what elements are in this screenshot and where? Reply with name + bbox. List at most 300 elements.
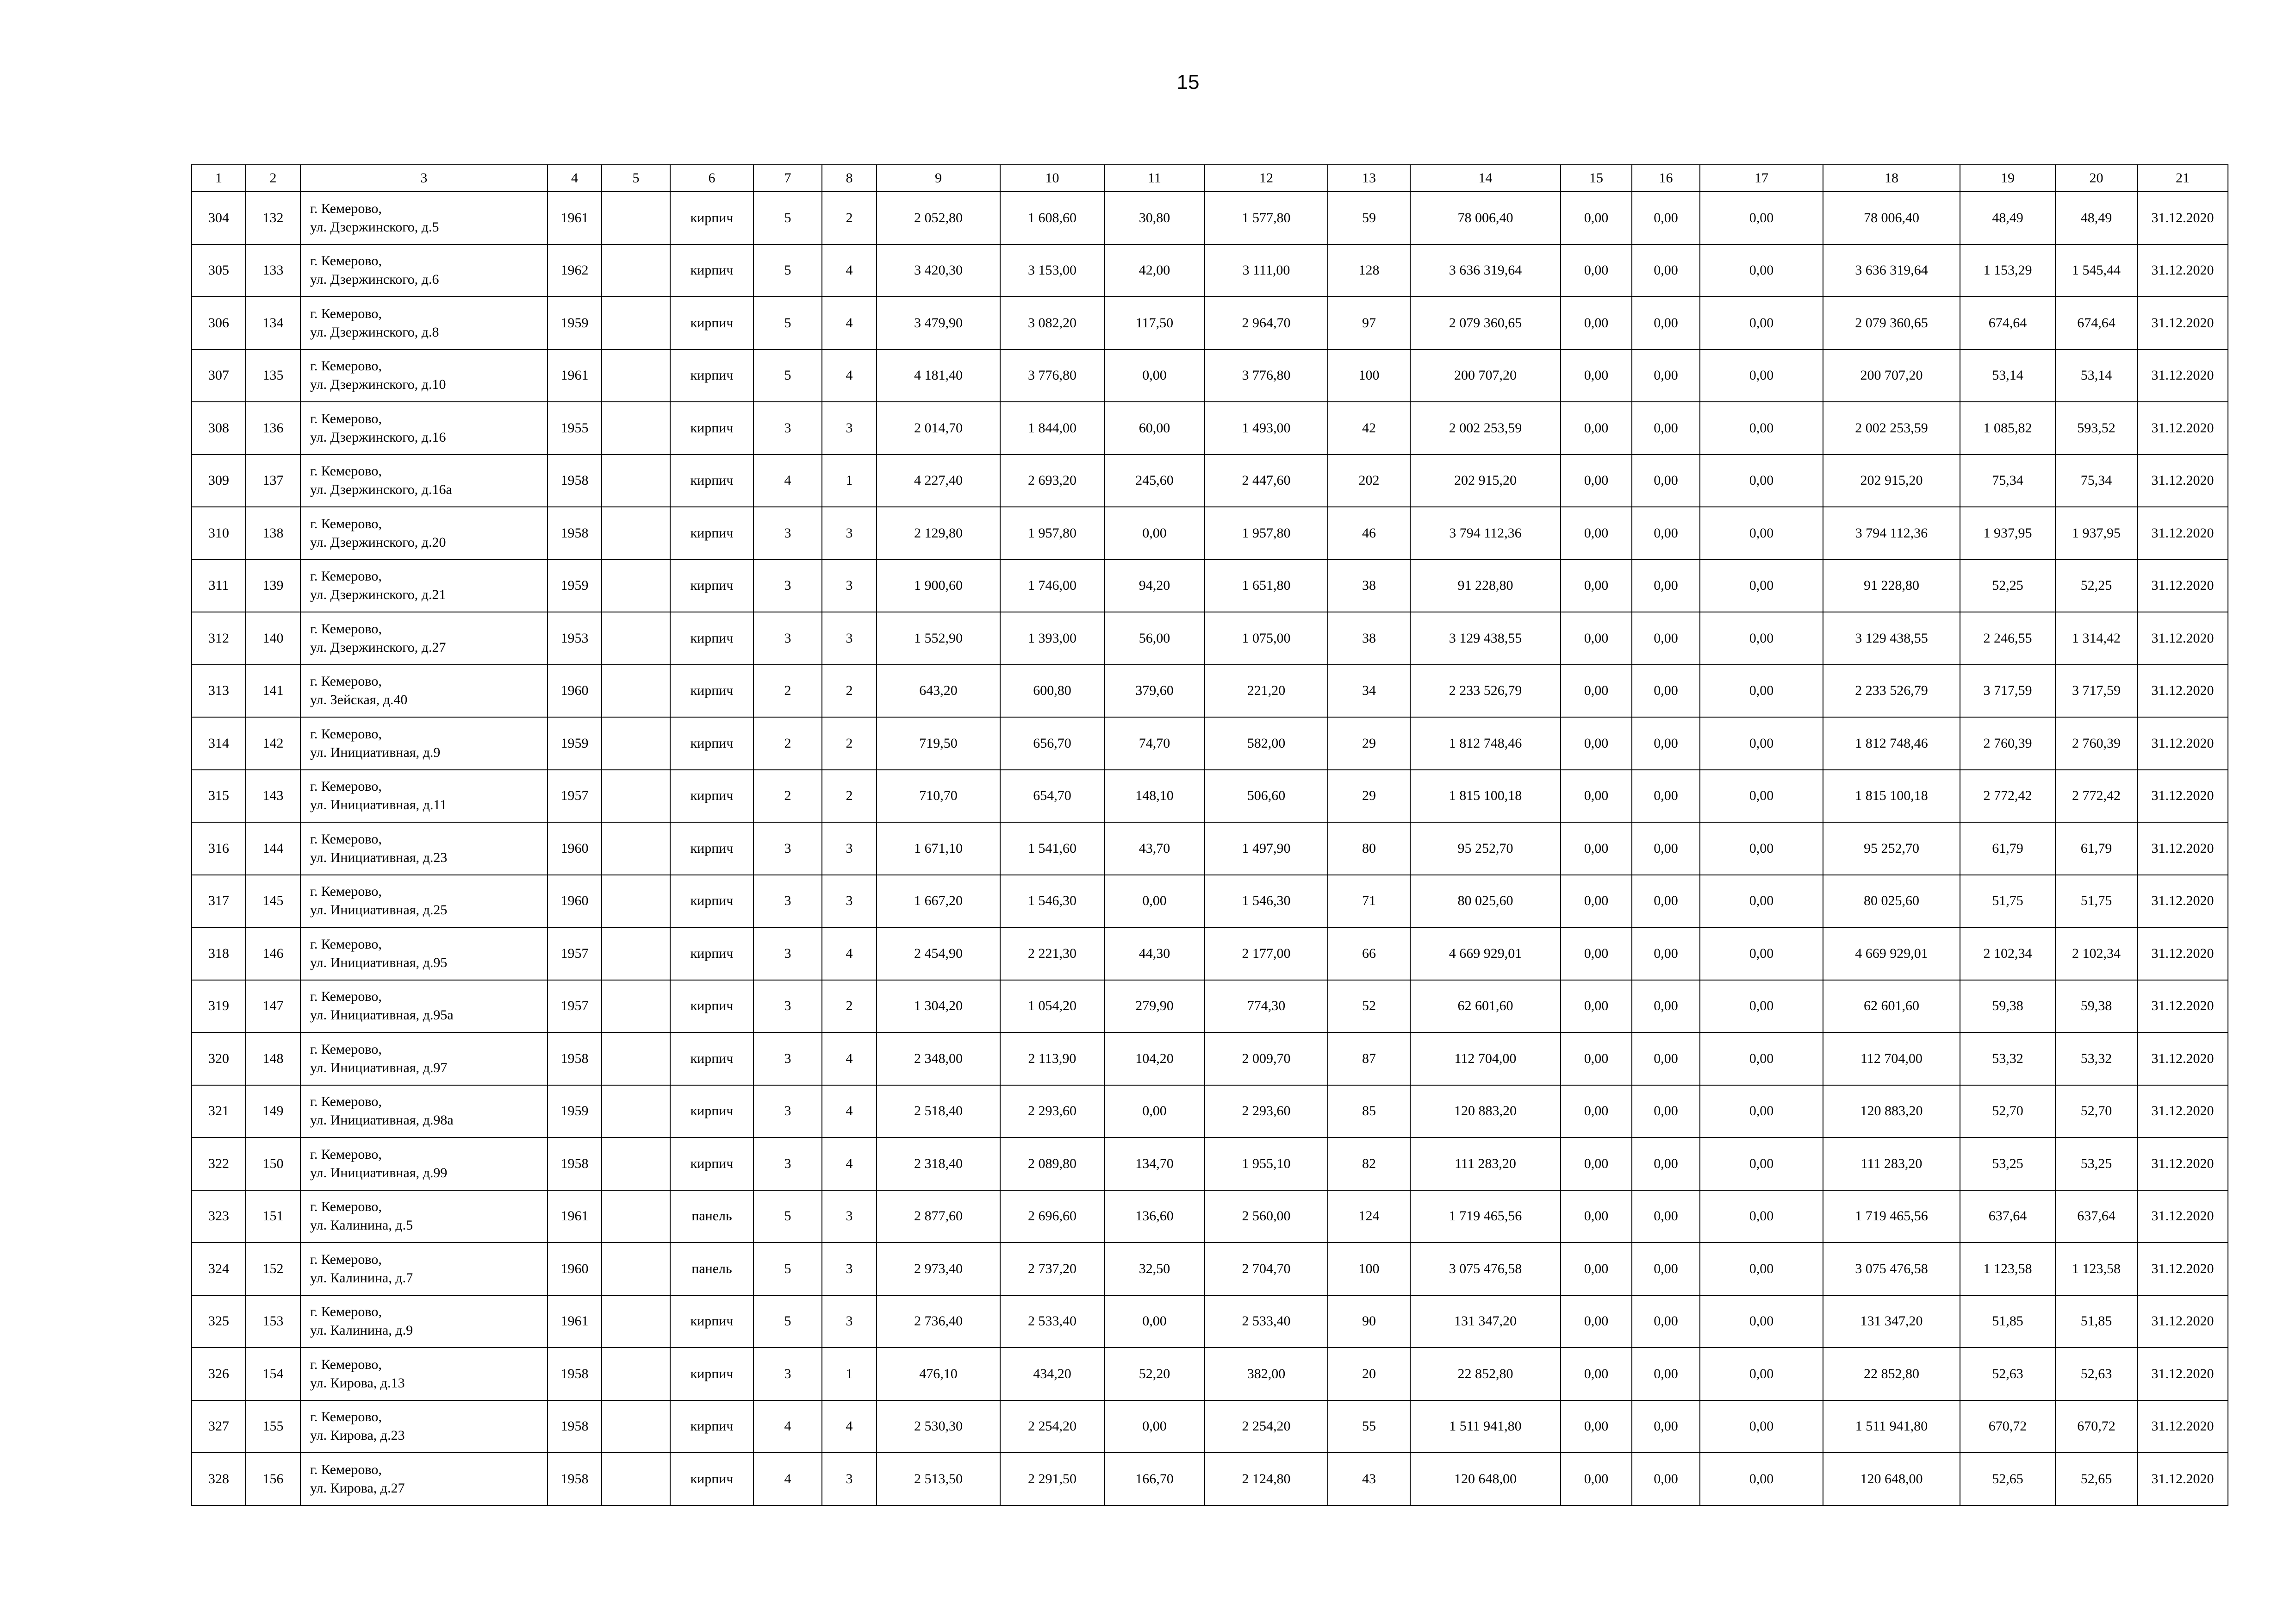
cell-col-14: 1 511 941,80: [1410, 1400, 1561, 1453]
cell-col-2: 156: [246, 1453, 300, 1505]
column-header-7: 7: [753, 165, 822, 192]
address-street: ул. Дзержинского, д.10: [310, 377, 446, 393]
cell-col-14: 112 704,00: [1410, 1032, 1561, 1085]
table-row: [192, 192, 2228, 244]
cell-col-9: 719,50: [877, 717, 1000, 770]
cell-col-5: [602, 612, 670, 665]
cell-col-2: 144: [246, 822, 300, 875]
table-row: [192, 927, 2228, 980]
table-row: [192, 297, 2228, 350]
cell-col-6: кирпич: [670, 1295, 753, 1348]
cell-col-13: 90: [1328, 1295, 1410, 1348]
cell-col-10: 434,20: [1000, 1348, 1104, 1400]
cell-col-13: 42: [1328, 402, 1410, 455]
cell-col-16: 0,00: [1632, 717, 1700, 770]
cell-col-10: 2 696,60: [1000, 1190, 1104, 1243]
cell-col-5: [602, 822, 670, 875]
cell-col-10: 2 254,20: [1000, 1400, 1104, 1453]
cell-col-4: 1960: [548, 665, 602, 718]
cell-col-19: 2 246,55: [1960, 612, 2055, 665]
cell-col-21: 31.12.2020: [2137, 1137, 2228, 1190]
address-cell: [300, 402, 548, 455]
cell-col-19: 52,70: [1960, 1085, 2055, 1138]
cell-col-18: 3 129 438,55: [1823, 612, 1960, 665]
column-header-17: 17: [1700, 165, 1823, 192]
cell-col-1: 322: [192, 1137, 246, 1190]
table-row: [192, 822, 2228, 875]
address-street: ул. Калинина, д.5: [310, 1218, 413, 1233]
cell-col-18: 1 511 941,80: [1823, 1400, 1960, 1453]
cell-col-14: 111 283,20: [1410, 1137, 1561, 1190]
cell-col-10: 3 776,80: [1000, 350, 1104, 402]
cell-col-19: 52,63: [1960, 1348, 2055, 1400]
cell-col-2: 154: [246, 1348, 300, 1400]
cell-col-18: 3 794 112,36: [1823, 507, 1960, 560]
cell-col-1: 326: [192, 1348, 246, 1400]
cell-col-11: 44,30: [1104, 927, 1205, 980]
cell-col-6: кирпич: [670, 507, 753, 560]
cell-col-2: 137: [246, 455, 300, 507]
cell-col-10: 1 393,00: [1000, 612, 1104, 665]
cell-col-11: 134,70: [1104, 1137, 1205, 1190]
cell-col-6: кирпич: [670, 1085, 753, 1138]
address-cell: [300, 507, 548, 560]
cell-col-6: кирпич: [670, 455, 753, 507]
cell-col-14: 2 233 526,79: [1410, 665, 1561, 718]
cell-col-20: 53,32: [2055, 1032, 2137, 1085]
address-cell: [300, 560, 548, 612]
cell-col-13: 82: [1328, 1137, 1410, 1190]
table-row: [192, 665, 2228, 718]
cell-col-11: 136,60: [1104, 1190, 1205, 1243]
cell-col-19: 59,38: [1960, 980, 2055, 1033]
cell-col-7: 3: [753, 980, 822, 1033]
column-header-19: 19: [1960, 165, 2055, 192]
cell-col-19: 51,85: [1960, 1295, 2055, 1348]
cell-col-18: 120 648,00: [1823, 1453, 1960, 1505]
cell-col-21: 31.12.2020: [2137, 507, 2228, 560]
column-header-14: 14: [1410, 165, 1561, 192]
cell-col-1: 317: [192, 875, 246, 928]
cell-col-8: 2: [822, 665, 877, 718]
column-header-12: 12: [1205, 165, 1328, 192]
cell-col-16: 0,00: [1632, 1400, 1700, 1453]
table-row: [192, 402, 2228, 455]
cell-col-11: 148,10: [1104, 770, 1205, 823]
cell-col-18: 112 704,00: [1823, 1032, 1960, 1085]
cell-col-1: 313: [192, 665, 246, 718]
cell-col-21: 31.12.2020: [2137, 875, 2228, 928]
address-street: ул. Дзержинского, д.20: [310, 534, 446, 550]
cell-col-9: 1 552,90: [877, 612, 1000, 665]
cell-col-10: 1 546,30: [1000, 875, 1104, 928]
cell-col-7: 4: [753, 455, 822, 507]
address-street: ул. Калинина, д.9: [310, 1323, 413, 1338]
cell-col-13: 202: [1328, 455, 1410, 507]
cell-col-11: 43,70: [1104, 822, 1205, 875]
cell-col-12: 774,30: [1205, 980, 1328, 1033]
cell-col-11: 0,00: [1104, 1085, 1205, 1138]
cell-col-8: 3: [822, 1295, 877, 1348]
cell-col-11: 74,70: [1104, 717, 1205, 770]
cell-col-5: [602, 350, 670, 402]
cell-col-2: 140: [246, 612, 300, 665]
cell-col-9: 4 227,40: [877, 455, 1000, 507]
cell-col-8: 2: [822, 980, 877, 1033]
cell-col-4: 1958: [548, 1032, 602, 1085]
cell-col-1: 307: [192, 350, 246, 402]
cell-col-21: 31.12.2020: [2137, 1190, 2228, 1243]
cell-col-18: 200 707,20: [1823, 350, 1960, 402]
cell-col-17: 0,00: [1700, 192, 1823, 244]
cell-col-18: 2 002 253,59: [1823, 402, 1960, 455]
cell-col-15: 0,00: [1561, 1032, 1632, 1085]
cell-col-19: 61,79: [1960, 822, 2055, 875]
cell-col-18: 111 283,20: [1823, 1137, 1960, 1190]
address-cell: [300, 1400, 548, 1453]
cell-col-21: 31.12.2020: [2137, 192, 2228, 244]
cell-col-4: 1958: [548, 1400, 602, 1453]
address-cell: [300, 1453, 548, 1505]
cell-col-21: 31.12.2020: [2137, 455, 2228, 507]
cell-col-7: 4: [753, 1453, 822, 1505]
cell-col-14: 120 883,20: [1410, 1085, 1561, 1138]
cell-col-2: 149: [246, 1085, 300, 1138]
cell-col-13: 55: [1328, 1400, 1410, 1453]
cell-col-15: 0,00: [1561, 612, 1632, 665]
address-city: г. Кемерово,: [310, 1041, 382, 1057]
cell-col-8: 3: [822, 612, 877, 665]
cell-col-20: 3 717,59: [2055, 665, 2137, 718]
cell-col-18: 120 883,20: [1823, 1085, 1960, 1138]
address-cell: [300, 244, 548, 297]
cell-col-15: 0,00: [1561, 402, 1632, 455]
cell-col-12: 3 776,80: [1205, 350, 1328, 402]
cell-col-4: 1958: [548, 1348, 602, 1400]
cell-col-11: 0,00: [1104, 1295, 1205, 1348]
address-city: г. Кемерово,: [310, 779, 382, 794]
cell-col-17: 0,00: [1700, 1032, 1823, 1085]
column-header-20: 20: [2055, 165, 2137, 192]
cell-col-18: 4 669 929,01: [1823, 927, 1960, 980]
cell-col-7: 5: [753, 350, 822, 402]
address-city: г. Кемерово,: [310, 568, 382, 584]
cell-col-12: 1 957,80: [1205, 507, 1328, 560]
cell-col-7: 3: [753, 1085, 822, 1138]
cell-col-1: 320: [192, 1032, 246, 1085]
cell-col-8: 3: [822, 1190, 877, 1243]
cell-col-10: 1 957,80: [1000, 507, 1104, 560]
table-row: [192, 350, 2228, 402]
cell-col-12: 2 533,40: [1205, 1295, 1328, 1348]
cell-col-7: 3: [753, 1348, 822, 1400]
cell-col-10: 2 693,20: [1000, 455, 1104, 507]
cell-col-5: [602, 927, 670, 980]
cell-col-4: 1960: [548, 1243, 602, 1295]
cell-col-17: 0,00: [1700, 665, 1823, 718]
cell-col-9: 643,20: [877, 665, 1000, 718]
address-street: ул. Инициативная, д.9: [310, 744, 441, 760]
cell-col-12: 1 577,80: [1205, 192, 1328, 244]
address-street: ул. Инициативная, д.98а: [310, 1112, 454, 1128]
cell-col-17: 0,00: [1700, 297, 1823, 350]
cell-col-6: кирпич: [670, 297, 753, 350]
cell-col-9: 2 348,00: [877, 1032, 1000, 1085]
address-city: г. Кемерово,: [310, 200, 382, 216]
cell-col-19: 1 085,82: [1960, 402, 2055, 455]
column-header-3: 3: [300, 165, 548, 192]
cell-col-6: кирпич: [670, 665, 753, 718]
cell-col-14: 131 347,20: [1410, 1295, 1561, 1348]
cell-col-14: 3 636 319,64: [1410, 244, 1561, 297]
address-street: ул. Калинина, д.7: [310, 1270, 413, 1286]
cell-col-9: 3 479,90: [877, 297, 1000, 350]
cell-col-8: 4: [822, 1137, 877, 1190]
cell-col-13: 34: [1328, 665, 1410, 718]
cell-col-19: 2 772,42: [1960, 770, 2055, 823]
cell-col-18: 78 006,40: [1823, 192, 1960, 244]
cell-col-11: 56,00: [1104, 612, 1205, 665]
cell-col-4: 1959: [548, 717, 602, 770]
table-row: [192, 1348, 2228, 1400]
table-row: [192, 1137, 2228, 1190]
cell-col-6: панель: [670, 1190, 753, 1243]
table-row: [192, 875, 2228, 928]
cell-col-13: 100: [1328, 350, 1410, 402]
table-row: [192, 612, 2228, 665]
cell-col-10: 600,80: [1000, 665, 1104, 718]
cell-col-10: 2 293,60: [1000, 1085, 1104, 1138]
cell-col-21: 31.12.2020: [2137, 1032, 2228, 1085]
cell-col-13: 29: [1328, 717, 1410, 770]
cell-col-20: 52,70: [2055, 1085, 2137, 1138]
cell-col-13: 46: [1328, 507, 1410, 560]
cell-col-17: 0,00: [1700, 560, 1823, 612]
column-header-13: 13: [1328, 165, 1410, 192]
cell-col-15: 0,00: [1561, 980, 1632, 1033]
cell-col-2: 136: [246, 402, 300, 455]
address-street: ул. Инициативная, д.99: [310, 1165, 448, 1181]
column-header-6: 6: [670, 165, 753, 192]
table-row: [192, 1190, 2228, 1243]
column-header-1: 1: [192, 165, 246, 192]
cell-col-21: 31.12.2020: [2137, 1400, 2228, 1453]
cell-col-1: 321: [192, 1085, 246, 1138]
cell-col-13: 20: [1328, 1348, 1410, 1400]
cell-col-20: 2 760,39: [2055, 717, 2137, 770]
cell-col-1: 312: [192, 612, 246, 665]
cell-col-13: 52: [1328, 980, 1410, 1033]
cell-col-8: 2: [822, 717, 877, 770]
address-city: г. Кемерово,: [310, 726, 382, 742]
address-cell: [300, 1137, 548, 1190]
cell-col-15: 0,00: [1561, 822, 1632, 875]
column-header-2: 2: [246, 165, 300, 192]
address-street: ул. Кирова, д.23: [310, 1428, 405, 1443]
cell-col-9: 2 973,40: [877, 1243, 1000, 1295]
cell-col-14: 3 129 438,55: [1410, 612, 1561, 665]
cell-col-4: 1958: [548, 455, 602, 507]
cell-col-19: 53,32: [1960, 1032, 2055, 1085]
cell-col-4: 1957: [548, 770, 602, 823]
cell-col-2: 145: [246, 875, 300, 928]
cell-col-12: 1 075,00: [1205, 612, 1328, 665]
cell-col-4: 1959: [548, 297, 602, 350]
cell-col-20: 674,64: [2055, 297, 2137, 350]
cell-col-7: 5: [753, 1243, 822, 1295]
cell-col-12: 582,00: [1205, 717, 1328, 770]
cell-col-17: 0,00: [1700, 244, 1823, 297]
address-city: г. Кемерово,: [310, 1462, 382, 1477]
cell-col-19: 2 760,39: [1960, 717, 2055, 770]
cell-col-1: 325: [192, 1295, 246, 1348]
cell-col-16: 0,00: [1632, 1137, 1700, 1190]
cell-col-12: 221,20: [1205, 665, 1328, 718]
cell-col-5: [602, 560, 670, 612]
cell-col-15: 0,00: [1561, 350, 1632, 402]
cell-col-9: 2 014,70: [877, 402, 1000, 455]
cell-col-4: 1953: [548, 612, 602, 665]
cell-col-12: 1 651,80: [1205, 560, 1328, 612]
cell-col-17: 0,00: [1700, 1295, 1823, 1348]
data-table: [191, 164, 2228, 1506]
cell-col-1: 310: [192, 507, 246, 560]
address-cell: [300, 612, 548, 665]
cell-col-12: 1 497,90: [1205, 822, 1328, 875]
table-row: [192, 1243, 2228, 1295]
cell-col-6: кирпич: [670, 1453, 753, 1505]
table-row: [192, 560, 2228, 612]
cell-col-8: 3: [822, 822, 877, 875]
header-row: [192, 165, 2228, 192]
cell-col-2: 151: [246, 1190, 300, 1243]
cell-col-9: 2 513,50: [877, 1453, 1000, 1505]
cell-col-16: 0,00: [1632, 770, 1700, 823]
cell-col-2: 134: [246, 297, 300, 350]
cell-col-10: 3 153,00: [1000, 244, 1104, 297]
cell-col-13: 80: [1328, 822, 1410, 875]
cell-col-11: 0,00: [1104, 350, 1205, 402]
address-city: г. Кемерово,: [310, 516, 382, 531]
cell-col-12: 2 177,00: [1205, 927, 1328, 980]
cell-col-5: [602, 665, 670, 718]
table-row: [192, 455, 2228, 507]
cell-col-18: 3 075 476,58: [1823, 1243, 1960, 1295]
cell-col-16: 0,00: [1632, 1243, 1700, 1295]
cell-col-15: 0,00: [1561, 1190, 1632, 1243]
cell-col-20: 1 937,95: [2055, 507, 2137, 560]
cell-col-13: 100: [1328, 1243, 1410, 1295]
address-street: ул. Инициативная, д.97: [310, 1060, 448, 1075]
cell-col-10: 2 089,80: [1000, 1137, 1104, 1190]
address-city: г. Кемерово,: [310, 306, 382, 321]
cell-col-8: 2: [822, 770, 877, 823]
cell-col-14: 80 025,60: [1410, 875, 1561, 928]
address-street: ул. Дзержинского, д.21: [310, 587, 446, 603]
cell-col-6: кирпич: [670, 192, 753, 244]
address-city: г. Кемерово,: [310, 1251, 382, 1267]
cell-col-16: 0,00: [1632, 1032, 1700, 1085]
cell-col-16: 0,00: [1632, 455, 1700, 507]
cell-col-18: 202 915,20: [1823, 455, 1960, 507]
cell-col-16: 0,00: [1632, 927, 1700, 980]
cell-col-1: 308: [192, 402, 246, 455]
cell-col-19: 53,14: [1960, 350, 2055, 402]
cell-col-12: 2 447,60: [1205, 455, 1328, 507]
cell-col-9: 2 129,80: [877, 507, 1000, 560]
cell-col-8: 2: [822, 192, 877, 244]
cell-col-6: кирпич: [670, 875, 753, 928]
address-street: ул. Кирова, д.27: [310, 1480, 405, 1496]
cell-col-17: 0,00: [1700, 1400, 1823, 1453]
cell-col-14: 3 075 476,58: [1410, 1243, 1561, 1295]
cell-col-12: 3 111,00: [1205, 244, 1328, 297]
address-city: г. Кемерово,: [310, 1199, 382, 1215]
cell-col-2: 139: [246, 560, 300, 612]
cell-col-8: 4: [822, 927, 877, 980]
cell-col-21: 31.12.2020: [2137, 980, 2228, 1033]
cell-col-10: 1 054,20: [1000, 980, 1104, 1033]
cell-col-18: 131 347,20: [1823, 1295, 1960, 1348]
cell-col-4: 1959: [548, 560, 602, 612]
cell-col-9: 2 877,60: [877, 1190, 1000, 1243]
table-row: [192, 717, 2228, 770]
cell-col-2: 138: [246, 507, 300, 560]
cell-col-1: 319: [192, 980, 246, 1033]
cell-col-11: 0,00: [1104, 1400, 1205, 1453]
cell-col-16: 0,00: [1632, 1085, 1700, 1138]
cell-col-5: [602, 1032, 670, 1085]
cell-col-10: 2 221,30: [1000, 927, 1104, 980]
address-cell: [300, 1190, 548, 1243]
table-row: [192, 770, 2228, 823]
cell-col-19: 674,64: [1960, 297, 2055, 350]
cell-col-21: 31.12.2020: [2137, 350, 2228, 402]
cell-col-15: 0,00: [1561, 1453, 1632, 1505]
cell-col-7: 3: [753, 1137, 822, 1190]
cell-col-7: 5: [753, 1295, 822, 1348]
cell-col-18: 1 812 748,46: [1823, 717, 1960, 770]
cell-col-10: 2 533,40: [1000, 1295, 1104, 1348]
cell-col-2: 133: [246, 244, 300, 297]
cell-col-7: 5: [753, 244, 822, 297]
cell-col-19: 75,34: [1960, 455, 2055, 507]
cell-col-4: 1961: [548, 1190, 602, 1243]
cell-col-20: 637,64: [2055, 1190, 2137, 1243]
address-cell: [300, 717, 548, 770]
cell-col-20: 51,85: [2055, 1295, 2137, 1348]
cell-col-12: 1 955,10: [1205, 1137, 1328, 1190]
cell-col-15: 0,00: [1561, 665, 1632, 718]
cell-col-21: 31.12.2020: [2137, 665, 2228, 718]
cell-col-4: 1958: [548, 1453, 602, 1505]
cell-col-2: 150: [246, 1137, 300, 1190]
column-header-10: 10: [1000, 165, 1104, 192]
table-row: [192, 980, 2228, 1033]
cell-col-21: 31.12.2020: [2137, 770, 2228, 823]
cell-col-11: 0,00: [1104, 507, 1205, 560]
address-street: ул. Инициативная, д.95: [310, 955, 448, 970]
cell-col-19: 1 937,95: [1960, 507, 2055, 560]
cell-col-12: 2 254,20: [1205, 1400, 1328, 1453]
cell-col-19: 53,25: [1960, 1137, 2055, 1190]
cell-col-5: [602, 1295, 670, 1348]
cell-col-20: 52,63: [2055, 1348, 2137, 1400]
cell-col-15: 0,00: [1561, 1085, 1632, 1138]
cell-col-5: [602, 875, 670, 928]
cell-col-9: 476,10: [877, 1348, 1000, 1400]
column-header-5: 5: [602, 165, 670, 192]
